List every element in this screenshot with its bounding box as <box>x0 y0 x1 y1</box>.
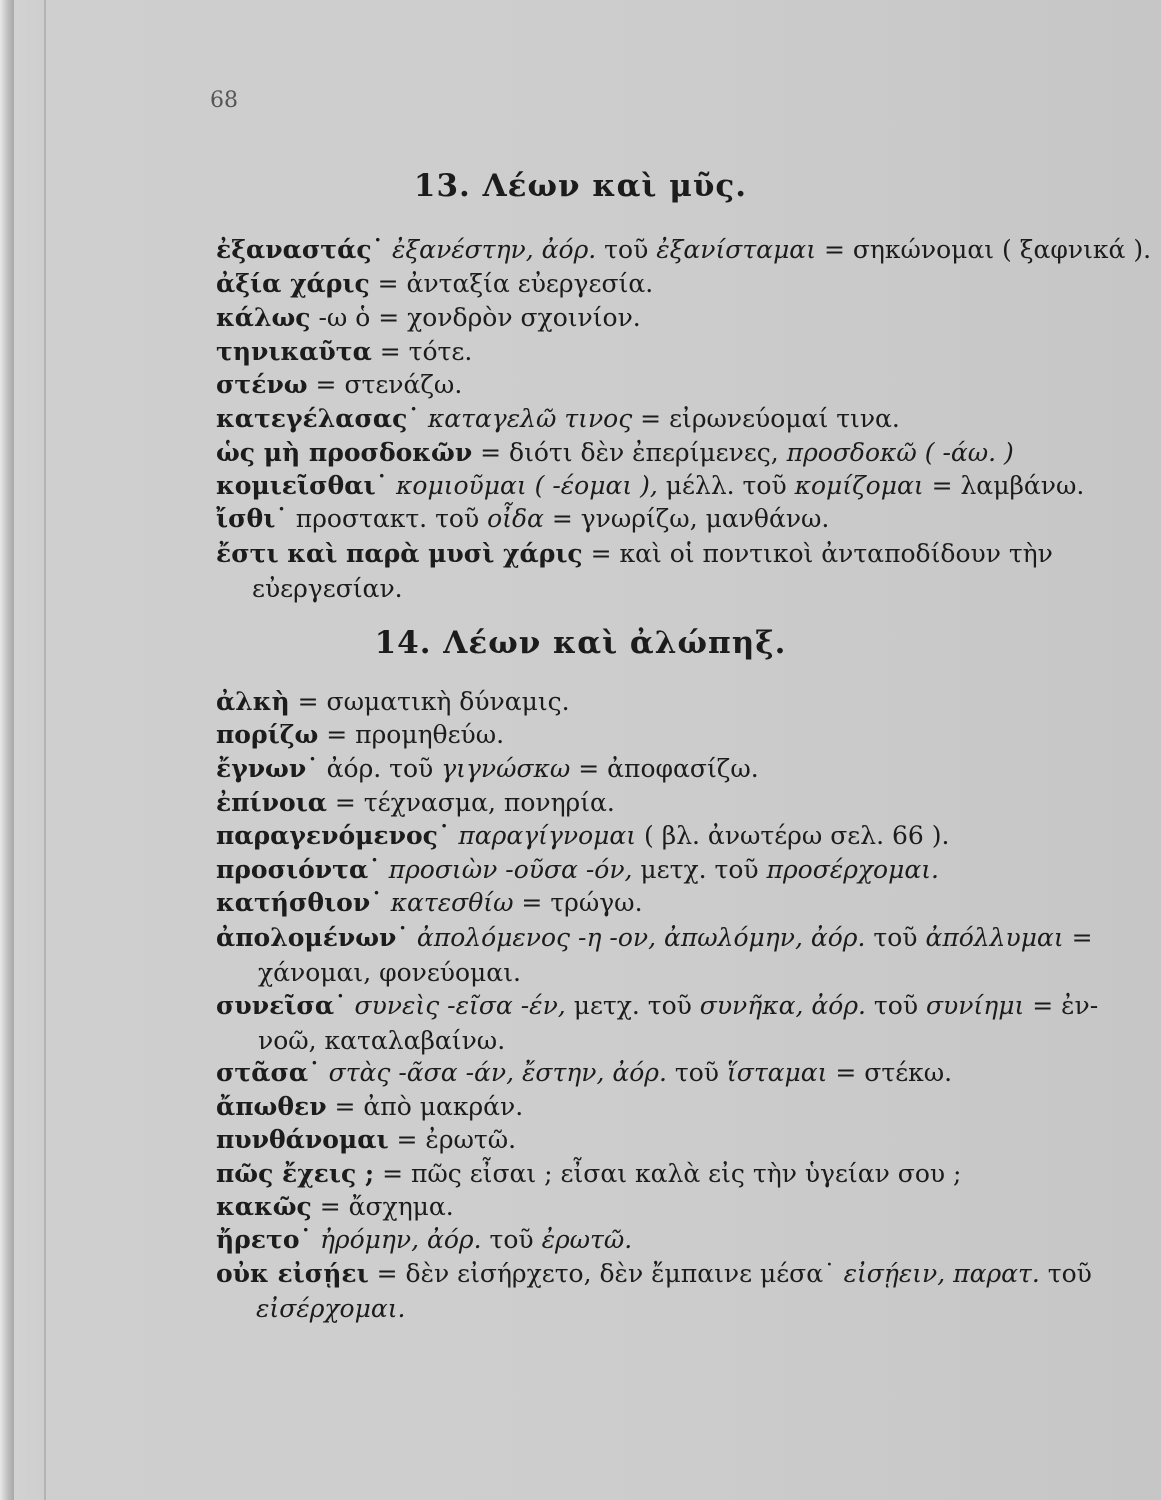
entry-term: κατήσθιον˙ <box>216 888 383 917</box>
entry-term: κατεγέλασας˙ <box>216 404 420 433</box>
entry-text: = δὲν εἰσήρχετο, δὲν ἔμπαινε μέσα˙ <box>368 1259 844 1288</box>
entry-italic: συνίημι <box>925 991 1025 1020</box>
entry-term: κάλως <box>216 303 311 332</box>
entry-term: ἀξία χάρις <box>216 269 370 298</box>
entry-term: τηνικαῦτα <box>216 337 372 366</box>
entry-text: μετχ. τοῦ <box>565 991 700 1020</box>
entry-text: = ἀποφασίζω. <box>570 754 759 783</box>
entry-italic: ἀπολόμενος -η -ον, ἀπωλόμην, ἀόρ. <box>416 923 866 952</box>
glossary-entry <box>216 920 1136 990</box>
book-spine <box>0 0 14 1500</box>
entry-italic: ἐξανίσταμαι <box>656 235 816 264</box>
entry-text: τοῦ <box>1039 1259 1092 1288</box>
entry-text: = <box>1063 923 1093 952</box>
entry-term: ἤρετο˙ <box>216 1225 312 1254</box>
glossary-entry <box>216 501 1136 536</box>
entry-italic: ἐρωτῶ. <box>541 1225 633 1254</box>
entry-italic: παραγίγνομαι <box>458 821 637 850</box>
entry-text <box>420 404 428 433</box>
entry-text: = ἀπὸ μακράν. <box>326 1092 524 1121</box>
entry-continuation: χάνομαι, φονεύομαι. <box>258 958 521 987</box>
entry-text <box>321 1058 329 1087</box>
entry-term: ἀλκὴ <box>216 687 290 716</box>
glossary-entry <box>216 988 1136 1058</box>
section-14-title: 14. Λέων καὶ ἀλώπηξ. <box>374 625 787 661</box>
page-fold-line <box>44 0 46 1500</box>
entry-italic: προσδοκῶ ( -άω. ) <box>786 438 1014 467</box>
section-13-title: 13. Λέων καὶ μῦς. <box>413 168 748 204</box>
entry-text: = ἐρωτῶ. <box>388 1125 517 1154</box>
entry-term: στένω <box>216 370 308 399</box>
entry-text: = διότι δὲν ἐπερίμενες, <box>472 438 787 467</box>
entry-text: = στενάζω. <box>307 370 463 399</box>
entry-term: ἀπολομένων˙ <box>216 923 409 952</box>
glossary-entry <box>216 334 1136 369</box>
entry-term: κακῶς <box>216 1192 312 1221</box>
entry-text <box>388 471 396 500</box>
entry-text: προστακτ. τοῦ <box>287 504 488 533</box>
entry-text: = πῶς εἶσαι ; εἶσαι καλὰ εἰς τὴν ὑγείαν σου ; <box>374 1159 962 1188</box>
entry-text: = ἀνταξία εὐεργεσία. <box>369 269 654 298</box>
glossary-entry <box>216 401 1136 436</box>
entry-text: = εἰρωνεύομαί τινα. <box>632 404 900 433</box>
entry-text: τοῦ <box>596 235 657 264</box>
entry-text: = προμηθεύω. <box>318 720 505 749</box>
glossary-entry <box>216 885 1136 920</box>
entry-italic: εἰσῄειν, παρατ. <box>843 1259 1040 1288</box>
entry-text: = σωματικὴ δύναμις. <box>289 687 570 716</box>
entry-italic: στὰς -ᾶσα -άν, ἔστην, ἀόρ. <box>328 1058 667 1087</box>
entry-italic: προσέρχομαι. <box>766 855 939 884</box>
glossary-entry <box>216 1222 1136 1257</box>
entry-text <box>381 855 389 884</box>
entry-term: ἴσθι˙ <box>216 504 288 533</box>
entry-term: ἐξαναστάς˙ <box>216 235 385 264</box>
entry-text: = λαμβάνω. <box>923 471 1085 500</box>
page-number: 68 <box>210 88 238 113</box>
glossary-entry <box>216 717 1136 752</box>
entry-text <box>347 991 355 1020</box>
entry-text: τοῦ <box>865 991 926 1020</box>
entry-text <box>312 1225 320 1254</box>
entry-term: ἐπίνοια <box>216 788 327 817</box>
entry-text: = τότε. <box>371 337 473 366</box>
entry-term: συνεῖσα˙ <box>216 991 347 1020</box>
entry-italic: καταγελῶ τινος <box>427 404 633 433</box>
entry-continuation: εὐεργεσίαν. <box>252 574 403 603</box>
glossary-entry <box>216 232 1152 267</box>
entry-text: = καὶ οἱ ποντικοὶ ἀνταποδίδουν τὴν <box>582 539 1053 568</box>
entry-italic: ἵσταμαι <box>726 1058 828 1087</box>
entry-italic: οἶδα <box>487 504 544 533</box>
entry-italic: κατεσθίω <box>390 888 514 917</box>
entry-italic: κομίζομαι <box>794 471 924 500</box>
entry-term: πῶς ἔχεις ; <box>216 1159 375 1188</box>
entry-text: = ἄσχημα. <box>311 1192 454 1221</box>
glossary-entry <box>216 751 1136 786</box>
glossary-entry <box>216 536 1136 606</box>
entry-term: πυνθάνομαι <box>216 1125 389 1154</box>
glossary-entry <box>216 435 1136 470</box>
glossary-entry <box>216 1055 1136 1090</box>
glossary-entry <box>216 1189 1136 1224</box>
entry-term: πορίζω <box>216 720 319 749</box>
entry-italic: ἠρόμην, ἀόρ. <box>319 1225 482 1254</box>
entry-italic: ἐξανέστην, ἀόρ. <box>392 235 597 264</box>
entry-term: ἔστι καὶ παρὰ μυσὶ χάρις <box>216 539 583 568</box>
entry-text: μετχ. τοῦ <box>632 855 767 884</box>
entry-text: τοῦ <box>666 1058 727 1087</box>
entry-text: μέλλ. τοῦ <box>657 471 795 500</box>
entry-text: = τέχνασμα, πονηρία. <box>326 788 615 817</box>
entry-term: ὡς μὴ προσδοκῶν <box>216 438 473 467</box>
entry-term: ἔγνων˙ <box>216 754 319 783</box>
entry-text: ἀόρ. τοῦ <box>318 754 442 783</box>
glossary-entry <box>216 785 1136 820</box>
entry-text: -ω ὁ = χονδρὸν σχοινίον. <box>310 303 641 332</box>
entry-text: τοῦ <box>481 1225 542 1254</box>
entry-text <box>384 235 392 264</box>
glossary-entry <box>216 1156 1136 1191</box>
entry-italic: προσιὼν -οῦσα -όν, <box>388 855 633 884</box>
entry-text: = στέκω. <box>827 1058 953 1087</box>
entry-term: οὐκ εἰσῄει <box>216 1259 369 1288</box>
entry-text <box>383 888 391 917</box>
entry-text: = σηκώνομαι ( ξαφνικά ). <box>816 235 1152 264</box>
entry-italic: ἀπόλλυμαι <box>925 923 1064 952</box>
entry-italic: συνῆκα, ἀόρ. <box>699 991 866 1020</box>
entry-term: κομιεῖσθαι˙ <box>216 471 389 500</box>
glossary-entry <box>216 1089 1136 1124</box>
glossary-entry <box>216 468 1136 503</box>
glossary-entry <box>216 367 1136 402</box>
entry-term: προσιόντα˙ <box>216 855 381 884</box>
entry-italic: κομιοῦμαι ( -έομαι ), <box>396 471 658 500</box>
entry-text: ( βλ. ἀνωτέρω σελ. 66 ). <box>636 821 950 850</box>
glossary-entry <box>216 684 1136 719</box>
glossary-entry <box>216 1122 1136 1157</box>
glossary-entry <box>216 1256 1136 1326</box>
entry-term: στᾶσα˙ <box>216 1058 321 1087</box>
entry-italic: γιγνώσκω <box>441 754 571 783</box>
entry-text: τοῦ <box>865 923 926 952</box>
entry-text <box>409 923 417 952</box>
entry-text: = ἐν- <box>1024 991 1099 1020</box>
entry-continuation: εἰσέρχομαι. <box>256 1294 406 1323</box>
glossary-entry <box>216 818 1136 853</box>
entry-term: παραγενόμενος˙ <box>216 821 451 850</box>
entry-text: = τρώγω. <box>513 888 643 917</box>
glossary-entry <box>216 852 1136 887</box>
entry-text: = γνωρίζω, μανθάνω. <box>543 504 830 533</box>
entry-italic: συνεὶς -εῖσα -έν, <box>354 991 566 1020</box>
glossary-entry <box>216 300 1136 335</box>
glossary-entry <box>216 266 1136 301</box>
entry-continuation: νοῶ, καταλαβαίνω. <box>258 1026 506 1055</box>
entry-term: ἄπωθεν <box>216 1092 327 1121</box>
